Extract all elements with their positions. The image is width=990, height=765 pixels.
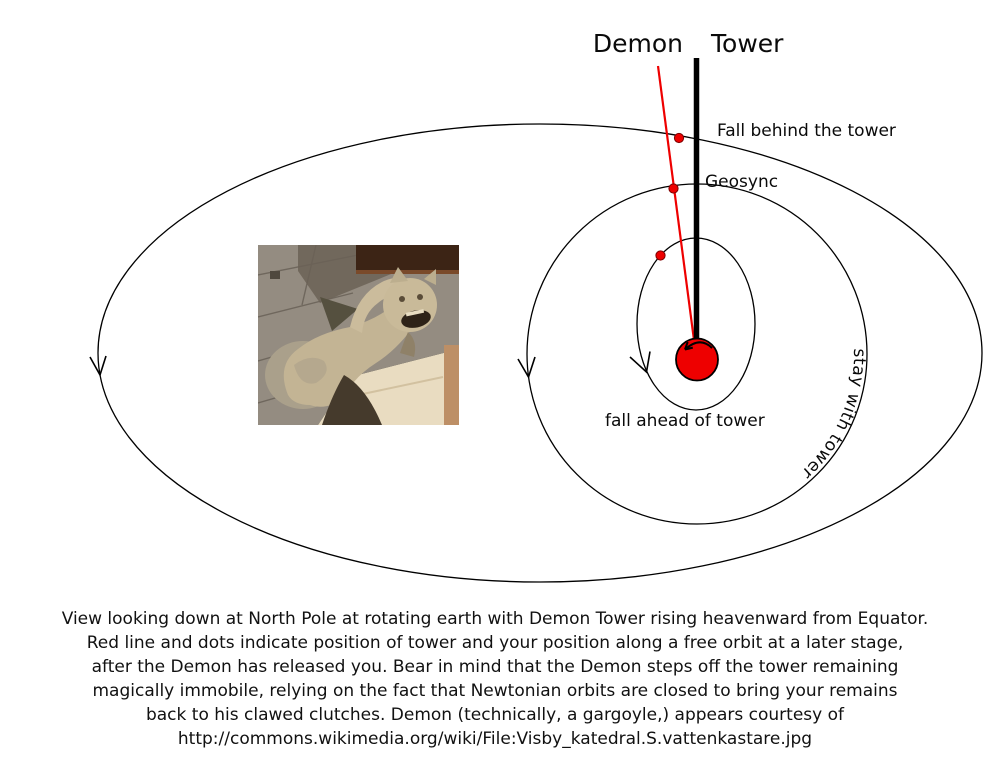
release-trajectory-line (658, 66, 695, 344)
brick-strip (444, 345, 459, 425)
caption-line-3: after the Demon has released you. Bear in mind that the Demon steps off the tower remaining (91, 657, 899, 677)
caption-line-5: back to his clawed clutches. Demon (technically, a gargoyle,) appears courtesy of (145, 705, 845, 725)
label-stay-with-tower: stay with tower (797, 348, 870, 484)
position-dot-geosync (669, 184, 678, 193)
position-dot-inner (656, 251, 665, 260)
gargoyle-photo (258, 245, 459, 425)
label-fall-ahead: fall ahead of tower (605, 411, 765, 431)
label-fall-behind: Fall behind the tower (717, 121, 896, 141)
caption-line-4: magically immobile, relying on the fact that Newtonian orbits are closed to bring your remains (92, 681, 898, 701)
roof-band (356, 245, 459, 270)
label-geosync: Geosync (705, 172, 779, 192)
position-dot-outer (674, 133, 683, 142)
wall-knob (270, 271, 280, 279)
earth-circle (676, 339, 718, 381)
gargoyle-eye (399, 296, 405, 302)
caption-line-1: View looking down at North Pole at rotating earth with Demon Tower rising heavenward from Equator. (61, 609, 929, 629)
diagram-title-word2: Tower (711, 29, 784, 58)
diagram-title-word1: Demon (592, 29, 683, 58)
caption-line-6: http://commons.wikimedia.org/wiki/File:Visby_katedral.S.vattenkastare.jpg (177, 729, 813, 749)
caption-text (0, 607, 990, 751)
caption-line-2: Red line and dots indicate position of tower and your position along a free orbit at a later stage, (86, 633, 904, 653)
